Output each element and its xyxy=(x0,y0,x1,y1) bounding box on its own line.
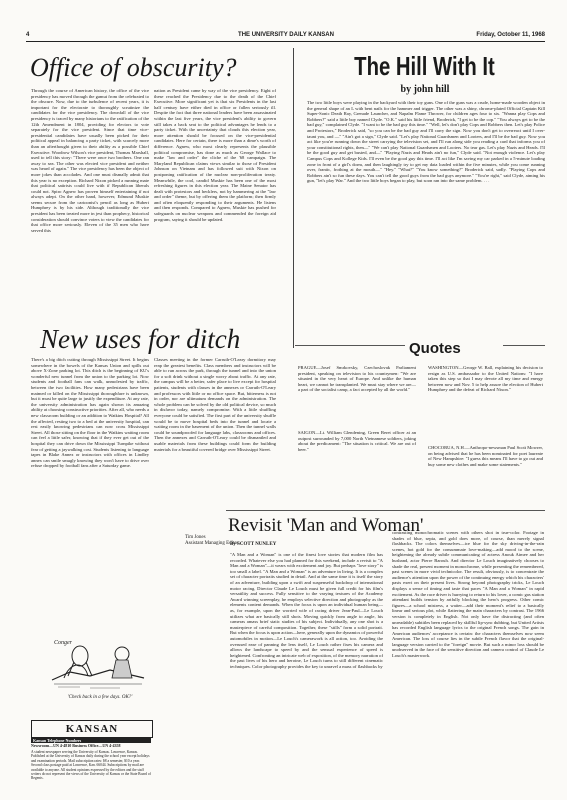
phones-label: Kansan Telephone Numbers xyxy=(31,738,151,743)
quote-saigon: SAIGON—Lt. William Glendening, Green Beret officer at an outpost surrounded by 7,000 North Vietnamese soldiers, joking about the predicament: "The situation is critical. We are out of beer." xyxy=(298,430,416,452)
revisit-column-2: contrasting monochromatic scenes with others shot in true-color. Footage in shades of blue, sepia, and gold does more, of course, than merely signal flashbacks. The colors themselves—ice blue for the sky driving-in-the-rain scenes, hot gold for the consummate love-making—add mood to the scene, heightening the already subtle communicating of actress Anouk Aimee and her husband, actor Pierre Barouh. And director Le Louch imaginatively chooses to shade the real, present moment in monochrome, while presenting the remembered, past scenes in more vivid technicolor. The result, obviously, is to concentrate the audience's attention upon the power of the continuing energy which his characters' pasts exert on their present lives. Strong beyond photography tricks, Le Louch displays a sense of timing and taste that paces "A Man and a Woman" in rapid excitement. As the race driver is hurrying to return to his lover, a comic gas station attendant builds tension by artfully blocking the hero's progress. Other comic figures—a school mistress, a waiter—add their moment's relief to a basically linear and serious plot, while flattering the main characters by contrast. The 1966 version is completely in English. Not only have the distracting (and often unreadable) subtitles been replaced by skillful lip-sync dubbing, but United Artists has recorded English language lyrics to the original French songs. The gain in American audiences' acceptance is certain: the characters themselves now seem American. The loss of course lies in the subtle French flavor that the original-language version carried to the "foreign" movie. But such a minor loss should be unobserved in the face of the sensitive direction and camera control of Claude Le Louch's masterwork. xyxy=(392,530,544,659)
office-headline: Office of obscurity? xyxy=(30,53,237,82)
page-number: 4 xyxy=(26,32,30,38)
paper-name: THE UNIVERSITY DAILY KANSAN xyxy=(238,32,334,38)
hill-headline: The Hill With It xyxy=(354,51,495,81)
revisit-rule xyxy=(226,510,545,511)
quotes-headline: Quotes xyxy=(405,340,503,358)
page-header xyxy=(26,30,545,40)
office-column-1: Through the course of American history, the office of the vice presidency has moved through the gamut from the celebrated to the obscure. Now, due to the turbulence of recent years, it is important for the electorate to thoroughly scrutinize the candidates for the vice presidency. The downfall of the vice presidency is traced by many historians to the ratification of the 12th Amendment in 1804, providing for electors to vote separately for the vice president. Since that time vice-presidential candidates have usually been picked for their political appeal in balancing a party ticket, with scarcely more than an afterthought given to their ability as a possible Chief Executive. Woodrow Wilson's vice president, Thomas Marshall, used to tell this story: "There were once two brothers. One ran away to sea. The other was elected vice president and neither was heard of again." The vice presidency has been the object of more jokes than accolades. And one must dismally admit that this year is no exception. Richard Nixon picked a running mate that political satirists could live with if Republican liberals could not. Spiro Agnew has proven himself entertaining if not always adept. On the other hand, however, Edmund Muskie seems secure from the cartoonist's pencil as long as Hubert Humphrey is by his side. Although traditionally the vice president has been treated more in jest than prophecy, historical consideration should convince voters to view the candidates for that office more seriously. Eleven of the 35 men who have served this xyxy=(31,88,149,233)
ditch-headline: New uses for ditch xyxy=(40,324,241,354)
ditch-author: Tim Jones xyxy=(185,535,206,540)
ditch-author-title: Assistant Managing Editor xyxy=(185,541,239,546)
masthead-fineprint: A student newspaper serving the University of Kansas. Lawrence, Kansas. Published at the University of Kansas daily during the school year except holidays and examination periods. Mail subscription rates: $8 a semester, $10 a year. Second class postage paid at Lawrence, Kan. 66044. Subscriptions by mail are available to anyone. All student opinions expressed by the editors and the staff writers do not represent the views of the University of Kansas or the State Board of Regents. xyxy=(31,750,151,781)
hill-byline: by john hill xyxy=(400,84,450,95)
header-rule xyxy=(26,41,545,42)
ditch-column-2: Classes meeting in the former Carruth-O'Leary dormitory may reap the greatest benefits. Class members and instructors will be able to run across the park, through the tunnel and into the union for a soft drink without a single worry about traffic. At any rate, the campus will be a better, safer place to live except for hospital patients, students with classes in the annexes or Carruth-O'Leary and professors with little or no office space. But, bitterness is not in order, nor are ultimatum demands on the administration. The whole problem can be solved by the old political device, so much in disfavor today, namely compromise. With a little shuffling everyone could be satisfied. The first part of the university shuffle would be to move hospital beds into the tunnel and locate a waiting room in the basement of the union. Then the tunnel walls could be soundproofed for language labs, classrooms and offices. Then the annexes and Carruth-O'Leary could be dismantled and usable materials from these buildings could form the building materials for a beautiful covered bridge over Mississippi Street. xyxy=(154,357,276,452)
masthead-info xyxy=(31,738,151,781)
cartoon-signature: Conger xyxy=(54,640,72,646)
revisit-byline: By SCOTT NUNLEY xyxy=(230,542,277,547)
cartoon-caption: 'Check back in a few days. OK?' xyxy=(67,695,133,700)
hill-column: The two little boys were playing in the backyard with their toy guns. One of the guns was a crude, home-made wooden object in the general shape of an L with bent nails for the hammer and trigger. The other was a shiny, chrome-plated Official Captain Kill Super-Sonic Death Ray, Grenade Launcher, and Napalm Flame Thrower, for children ages four to six. "Wanna play Cops and Robbers?" said a little boy named Clyde. "O.K." said his little friend, Broderick, "I get to be the cop." "You always get to be the bad guy," complained Clyde. "I want to be the bad guy this time." "Well, let's don't play Cops and Robbers then. Let's play Police and Protestors," Broderick said, "so you can be the bad guy and I'll carry the sign. Now you don't get to overreact until I over-taunt you, and —" "Ain't got a sign," Clyde said. "Let's play National Guardsmen and Looters, and I'll be the bad guy. Now you act like you're running down the street carrying the television set, and I'll run along side you reading a card that informs you of your constitutional rights, then—" "We can't play National Guardsmen and Looters. No tear gas. Let's play Nazis and Heads. I'll be the good guy and get busted, and—" "Playing Nazis and Heads ain't no fun," Clyde said. "Not enough violence. Let's play Campus Cops and Kollege Kids. I'll even be the good guy this time. I'll act like I'm saving my car parked in a 5-minute loading zone in front of a girl's dorm, and then laughingly try to get my data loaded within the five minutes, while you come running over, frantic, frothing at the mouth—" "Hey." "What?" "You know something?" Broderick said, sadly. "Playing Cops and Robbers ain't so fun these days. You can't tell the good guys from the bad guys anymore." "You're right," said Clyde, aiming his gun, "let's play War." And the two little boys began to play, but soon ran into the same problem. . . . xyxy=(307,100,545,184)
quote-chocorua: CHOCORUA, N.H.—Anthropo-newsman Paul Scott Mowrer, on being advised that he has been nominated for poet laureate of New Hampshire: "I guess this means I'll have to go out and buy some new clothes and make some statements." xyxy=(428,445,543,467)
ditch-column-1: There's a big ditch cutting through Mississippi Street. It begins somewhere in the bowels of the Kansas Union and spills out above X-Zone parking lot. This ditch is the beginning of KU's wonderful new tunnel from the union to the parking lot. Now students and football fans can walk, unmolested by traffic, between the two facilities. How many pedestrians have been maimed or killed on the Mississippi thoroughfare is unknown, but it must be quite large to justify the expenditure. At any rate, the university administration has again shown its amazing ability at choosing constructive priorities. After all, who needs a new classroom building or an addition to Watkins Hospital? All the affected, resting two to a bed at the university hospital, can rest easily knowing pedestrians can now cross Mississippi Street. All those sitting on the floor in the Watkins waiting room can feel a little safer, knowing that if they ever get out of the hospital they can drive down the Mississippi Turnpike without fear of getting a jaywalking cost. Students listening to language tapes in Blake Annex or instructors with offices in Lindley annex can smile smugly knowing they won't have to drive over refuse dropped by football fans after a Saturday game. xyxy=(31,357,149,469)
kansan-masthead: KANSAN xyxy=(31,720,153,738)
column-divider xyxy=(293,48,294,348)
revisit-headline: Revisit 'Man and Woman' xyxy=(228,515,424,536)
phone-numbers: Newsroom—UN 4-4810 Business Office—UN 4-4358 xyxy=(31,743,121,748)
quote-washington: WASHINGTON—George W. Ball, explaining his decision to resign as U.S. ambassador to the United Nations: "I have taken this step so that I may devote all my time and energy between now and Nov. 5 to help assure the election of Hubert Humphrey and the defeat of Richard Nixon." xyxy=(428,365,543,393)
issue-date: Friday, October 11, 1968 xyxy=(476,32,545,38)
office-column-2: nation as President came by way of the vice presidency. Eight of these reached the Presidency due to the death of the Chief Executive. More significant yet is that six Presidents in the last half century have either died in office or fallen seriously ill. Despite the fact that three national leaders have been assassinated within the last five years, the vice president's ability to govern still takes a back seat to the political advantages he lends to a party ticket. With the uncertainty that clouds this election year, more attention should be focused on the vice-presidential candidates. Here for certain, there is more than a dime's worth of difference. Agnew, who most clearly represents the plausible political compromise, has done as much as George Wallace to make "law and order" the cliche of the '68 campaign. The Maryland Republican claims views similar to those of President Johnson on Vietnam and has followed suit with Nixon on postponing ratification of the nuclear non-proliferation treaty. Meanwhile, the cool, candid Muskie has been one of the most refreshing figures in this election year. The Maine Senator has dealt with protestors and hecklers, not by hammering at the "law and order" theme, but by offering them the platform; then firmly and often eloquently responding to their arguments. He listens and then responds. Compared to Agnew, Muskie has pushed for safeguards on nuclear weapons and commended the foreign aid program, saying it should be updated. xyxy=(154,88,276,222)
quote-prague: PRAGUE—Josef Smrkovsky, Czechoslovak Parliament president, speaking on television to his countrymen: "We are situated in the very heart of Europe. And unlike the human heart, we cannot be transplanted. We must stay where we are—a part of the socialist camp, a fact accepted by all the world." xyxy=(298,365,416,393)
editorial-cartoon xyxy=(50,632,146,692)
revisit-column-1: "A Man and a Woman" is one of the finest love stories that modern film has recorded. Whatever else you had planned for this weekend, include a revisit to "A Man and a Woman"—it wears with excitement and joy. But perhaps "love story" is too small a label. "A Man and a Woman" is an adventure in living. It is a complex set of character portraits studied in detail. And at the same time it is itself the story of an adventure, building upon a swift and suspenseful backdrop of international motor racing. Director Claude Le Louch must be given full credit for his film's versatility and success. Fully sensitive to the varying textures of the Academy Award winning screenplay, he employs selective direction and photography as the elements content demands. When the focus is upon an individual human being—as, for example, upon the worried wife of racing driver Jean-Paul—Le Louch utilizes what are basically still shots. Moving quickly from angle to angle, his cameras amass brief static studies of his subject. Individually, any one shot is a masterpiece of careful composition. Together, these "stills" form a solid portrait. But when the focus is upon action—here, generally upon the dynamics of powerful automobiles in motion—Le Louch's camerawork is all action, too. Avoiding the overused ease of panning the lens itself, Le Louch rather fixes his camera and allows the landscape to speed by and the sensual experience of speed is heightened. Confronting an intricate web of exposition, of the memory narration of the past lives of his hero and heroine, Le Louch turns to still different cinematic techniques. Color photography provides the key to unravel a mass of flashbacks by xyxy=(230,552,383,669)
